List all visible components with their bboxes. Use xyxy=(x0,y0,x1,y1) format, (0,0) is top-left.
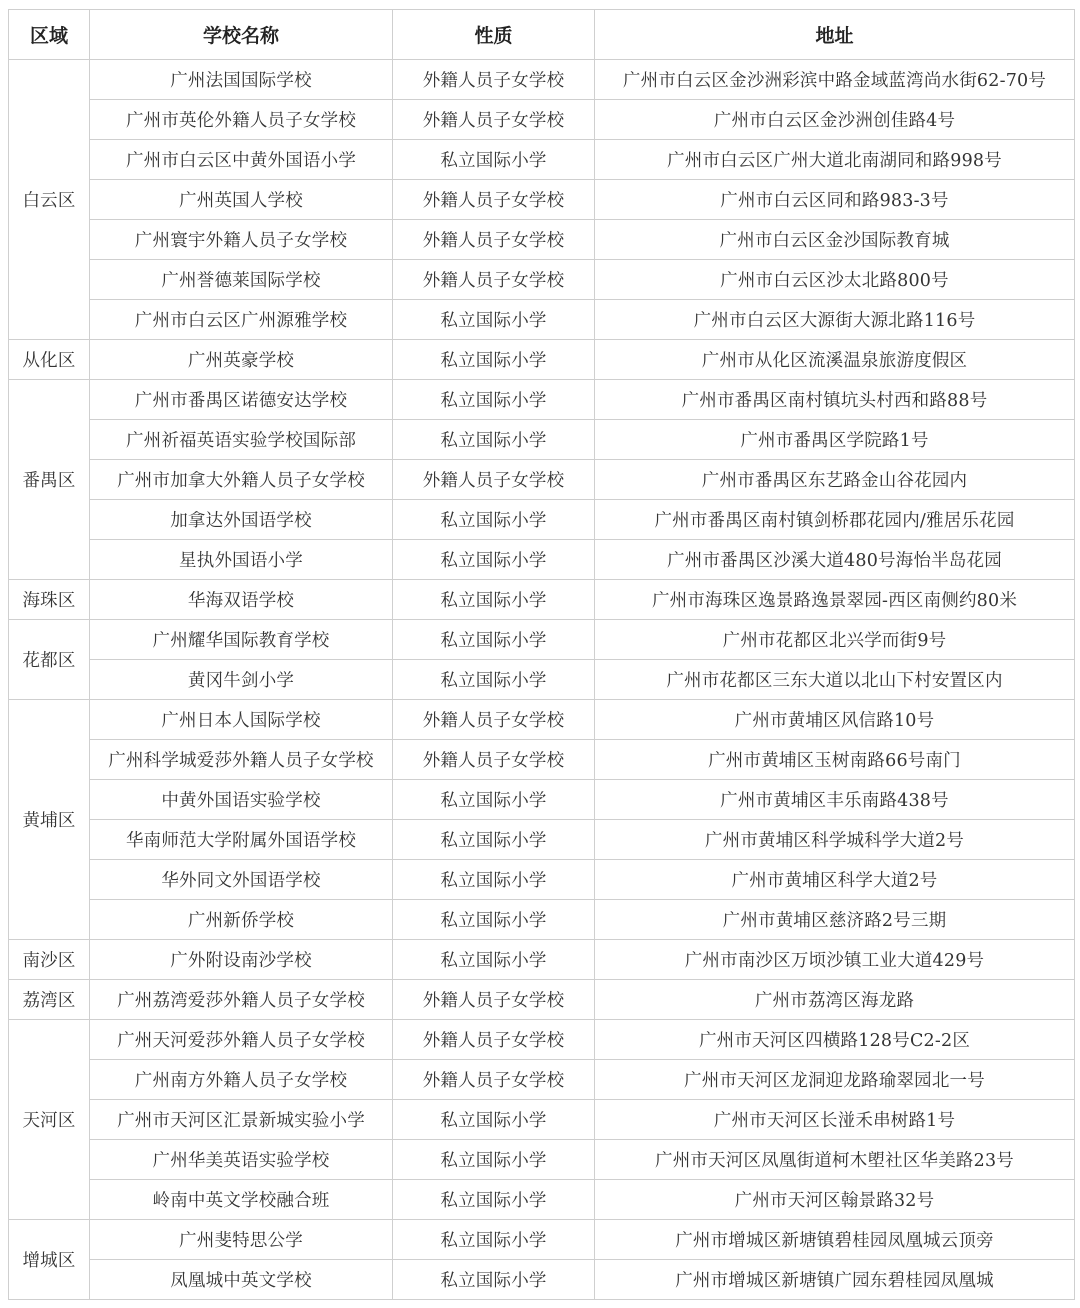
header-address: 地址 xyxy=(595,10,1075,60)
header-school-name: 学校名称 xyxy=(90,10,393,60)
school-name-cell: 广州英豪学校 xyxy=(90,340,393,380)
table-row xyxy=(9,140,1075,180)
school-name-cell: 广外附设南沙学校 xyxy=(90,940,393,980)
school-type-cell: 私立国际小学 xyxy=(393,900,595,940)
region-cell: 南沙区 xyxy=(9,940,90,980)
region-cell: 海珠区 xyxy=(9,580,90,620)
region-cell: 番禺区 xyxy=(9,380,90,580)
school-type-cell: 外籍人员子女学校 xyxy=(393,1020,595,1060)
school-name-cell: 广州市天河区汇景新城实验小学 xyxy=(90,1100,393,1140)
address-cell: 广州市黄埔区慈济路2号三期 xyxy=(595,900,1075,940)
table-row xyxy=(9,180,1075,220)
school-type-cell: 私立国际小学 xyxy=(393,420,595,460)
table-header-row xyxy=(9,10,1075,60)
school-name-cell: 广州法国国际学校 xyxy=(90,60,393,100)
table-row xyxy=(9,220,1075,260)
region-cell: 增城区 xyxy=(9,1220,90,1300)
table-row xyxy=(9,700,1075,740)
region-cell: 黄埔区 xyxy=(9,700,90,940)
table-row xyxy=(9,340,1075,380)
address-cell: 广州市白云区金沙洲创佳路4号 xyxy=(595,100,1075,140)
school-type-cell: 外籍人员子女学校 xyxy=(393,980,595,1020)
school-type-cell: 私立国际小学 xyxy=(393,340,595,380)
address-cell: 广州市从化区流溪温泉旅游度假区 xyxy=(595,340,1075,380)
school-name-cell: 广州寰宇外籍人员子女学校 xyxy=(90,220,393,260)
school-type-cell: 私立国际小学 xyxy=(393,860,595,900)
school-type-cell: 外籍人员子女学校 xyxy=(393,740,595,780)
table-row xyxy=(9,100,1075,140)
address-cell: 广州市增城区新塘镇碧桂园凤凰城云顶旁 xyxy=(595,1220,1075,1260)
address-cell: 广州市番禺区东艺路金山谷花园内 xyxy=(595,460,1075,500)
school-type-cell: 私立国际小学 xyxy=(393,140,595,180)
school-name-cell: 广州市白云区广州源雅学校 xyxy=(90,300,393,340)
region-cell: 从化区 xyxy=(9,340,90,380)
school-name-cell: 广州斐特思公学 xyxy=(90,1220,393,1260)
address-cell: 广州市天河区凤凰街道柯木塱社区华美路23号 xyxy=(595,1140,1075,1180)
address-cell: 广州市番禺区南村镇坑头村西和路88号 xyxy=(595,380,1075,420)
address-cell: 广州市黄埔区风信路10号 xyxy=(595,700,1075,740)
table-row xyxy=(9,1100,1075,1140)
school-type-cell: 私立国际小学 xyxy=(393,300,595,340)
table-row xyxy=(9,740,1075,780)
school-type-cell: 私立国际小学 xyxy=(393,380,595,420)
table-row xyxy=(9,540,1075,580)
address-cell: 广州市白云区同和路983-3号 xyxy=(595,180,1075,220)
table-row xyxy=(9,940,1075,980)
school-name-cell: 广州南方外籍人员子女学校 xyxy=(90,1060,393,1100)
table-row xyxy=(9,980,1075,1020)
address-cell: 广州市白云区沙太北路800号 xyxy=(595,260,1075,300)
school-type-cell: 外籍人员子女学校 xyxy=(393,260,595,300)
school-type-cell: 外籍人员子女学校 xyxy=(393,100,595,140)
address-cell: 广州市番禺区南村镇剑桥郡花园内/雅居乐花园 xyxy=(595,500,1075,540)
region-cell: 白云区 xyxy=(9,60,90,340)
school-name-cell: 华外同文外国语学校 xyxy=(90,860,393,900)
school-name-cell: 中黄外国语实验学校 xyxy=(90,780,393,820)
school-name-cell: 广州誉德莱国际学校 xyxy=(90,260,393,300)
school-type-cell: 私立国际小学 xyxy=(393,540,595,580)
table-row xyxy=(9,500,1075,540)
address-cell: 广州市黄埔区玉树南路66号南门 xyxy=(595,740,1075,780)
school-name-cell: 广州英国人学校 xyxy=(90,180,393,220)
table-row xyxy=(9,1220,1075,1260)
school-type-cell: 私立国际小学 xyxy=(393,1260,595,1300)
school-type-cell: 外籍人员子女学校 xyxy=(393,1060,595,1100)
school-type-cell: 私立国际小学 xyxy=(393,580,595,620)
school-type-cell: 私立国际小学 xyxy=(393,820,595,860)
address-cell: 广州市增城区新塘镇广园东碧桂园凤凰城 xyxy=(595,1260,1075,1300)
table-row xyxy=(9,1180,1075,1220)
table-row xyxy=(9,660,1075,700)
table-row xyxy=(9,780,1075,820)
school-name-cell: 广州日本人国际学校 xyxy=(90,700,393,740)
table-row xyxy=(9,620,1075,660)
school-name-cell: 广州科学城爱莎外籍人员子女学校 xyxy=(90,740,393,780)
school-type-cell: 私立国际小学 xyxy=(393,500,595,540)
school-name-cell: 广州市英伦外籍人员子女学校 xyxy=(90,100,393,140)
table-row xyxy=(9,60,1075,100)
school-name-cell: 广州荔湾爱莎外籍人员子女学校 xyxy=(90,980,393,1020)
address-cell: 广州市黄埔区科学大道2号 xyxy=(595,860,1075,900)
school-type-cell: 私立国际小学 xyxy=(393,940,595,980)
school-name-cell: 凤凰城中英文学校 xyxy=(90,1260,393,1300)
address-cell: 广州市白云区金沙洲彩滨中路金域蓝湾尚水街62-70号 xyxy=(595,60,1075,100)
school-name-cell: 广州市加拿大外籍人员子女学校 xyxy=(90,460,393,500)
address-cell: 广州市花都区三东大道以北山下村安置区内 xyxy=(595,660,1075,700)
school-name-cell: 广州市番禺区诺德安达学校 xyxy=(90,380,393,420)
school-table xyxy=(8,9,1075,1300)
address-cell: 广州市黄埔区科学城科学大道2号 xyxy=(595,820,1075,860)
address-cell: 广州市番禺区学院路1号 xyxy=(595,420,1075,460)
address-cell: 广州市天河区翰景路32号 xyxy=(595,1180,1075,1220)
school-name-cell: 广州耀华国际教育学校 xyxy=(90,620,393,660)
header-type: 性质 xyxy=(393,10,595,60)
school-name-cell: 华海双语学校 xyxy=(90,580,393,620)
region-cell: 天河区 xyxy=(9,1020,90,1220)
table-body xyxy=(9,60,1075,1300)
school-name-cell: 广州天河爱莎外籍人员子女学校 xyxy=(90,1020,393,1060)
school-type-cell: 私立国际小学 xyxy=(393,780,595,820)
table-row xyxy=(9,1140,1075,1180)
school-type-cell: 私立国际小学 xyxy=(393,660,595,700)
school-type-cell: 私立国际小学 xyxy=(393,1180,595,1220)
address-cell: 广州市花都区北兴学而街9号 xyxy=(595,620,1075,660)
header-region: 区域 xyxy=(9,10,90,60)
school-name-cell: 广州市白云区中黄外国语小学 xyxy=(90,140,393,180)
school-table-container xyxy=(8,9,1075,1300)
table-row xyxy=(9,260,1075,300)
school-name-cell: 广州华美英语实验学校 xyxy=(90,1140,393,1180)
table-row xyxy=(9,1020,1075,1060)
table-row xyxy=(9,900,1075,940)
school-type-cell: 外籍人员子女学校 xyxy=(393,220,595,260)
address-cell: 广州市天河区长湴禾串树路1号 xyxy=(595,1100,1075,1140)
school-name-cell: 黄冈牛剑小学 xyxy=(90,660,393,700)
table-row xyxy=(9,580,1075,620)
school-name-cell: 星执外国语小学 xyxy=(90,540,393,580)
address-cell: 广州市黄埔区丰乐南路438号 xyxy=(595,780,1075,820)
school-type-cell: 私立国际小学 xyxy=(393,1220,595,1260)
table-row xyxy=(9,460,1075,500)
address-cell: 广州市海珠区逸景路逸景翠园-西区南侧约80米 xyxy=(595,580,1075,620)
school-name-cell: 华南师范大学附属外国语学校 xyxy=(90,820,393,860)
school-name-cell: 广州祈福英语实验学校国际部 xyxy=(90,420,393,460)
address-cell: 广州市白云区广州大道北南湖同和路998号 xyxy=(595,140,1075,180)
table-row xyxy=(9,300,1075,340)
table-row xyxy=(9,860,1075,900)
school-type-cell: 外籍人员子女学校 xyxy=(393,460,595,500)
table-row xyxy=(9,380,1075,420)
region-cell: 花都区 xyxy=(9,620,90,700)
school-name-cell: 加拿达外国语学校 xyxy=(90,500,393,540)
school-type-cell: 私立国际小学 xyxy=(393,1140,595,1180)
school-type-cell: 私立国际小学 xyxy=(393,1100,595,1140)
table-row xyxy=(9,1060,1075,1100)
address-cell: 广州市白云区大源街大源北路116号 xyxy=(595,300,1075,340)
table-row xyxy=(9,420,1075,460)
table-row xyxy=(9,1260,1075,1300)
school-type-cell: 外籍人员子女学校 xyxy=(393,60,595,100)
address-cell: 广州市天河区四横路128号C2-2区 xyxy=(595,1020,1075,1060)
address-cell: 广州市番禺区沙溪大道480号海怡半岛花园 xyxy=(595,540,1075,580)
school-type-cell: 私立国际小学 xyxy=(393,620,595,660)
school-name-cell: 岭南中英文学校融合班 xyxy=(90,1180,393,1220)
address-cell: 广州市白云区金沙国际教育城 xyxy=(595,220,1075,260)
address-cell: 广州市南沙区万顷沙镇工业大道429号 xyxy=(595,940,1075,980)
school-type-cell: 外籍人员子女学校 xyxy=(393,180,595,220)
school-name-cell: 广州新侨学校 xyxy=(90,900,393,940)
school-type-cell: 外籍人员子女学校 xyxy=(393,700,595,740)
region-cell: 荔湾区 xyxy=(9,980,90,1020)
table-row xyxy=(9,820,1075,860)
address-cell: 广州市荔湾区海龙路 xyxy=(595,980,1075,1020)
address-cell: 广州市天河区龙洞迎龙路瑜翠园北一号 xyxy=(595,1060,1075,1100)
